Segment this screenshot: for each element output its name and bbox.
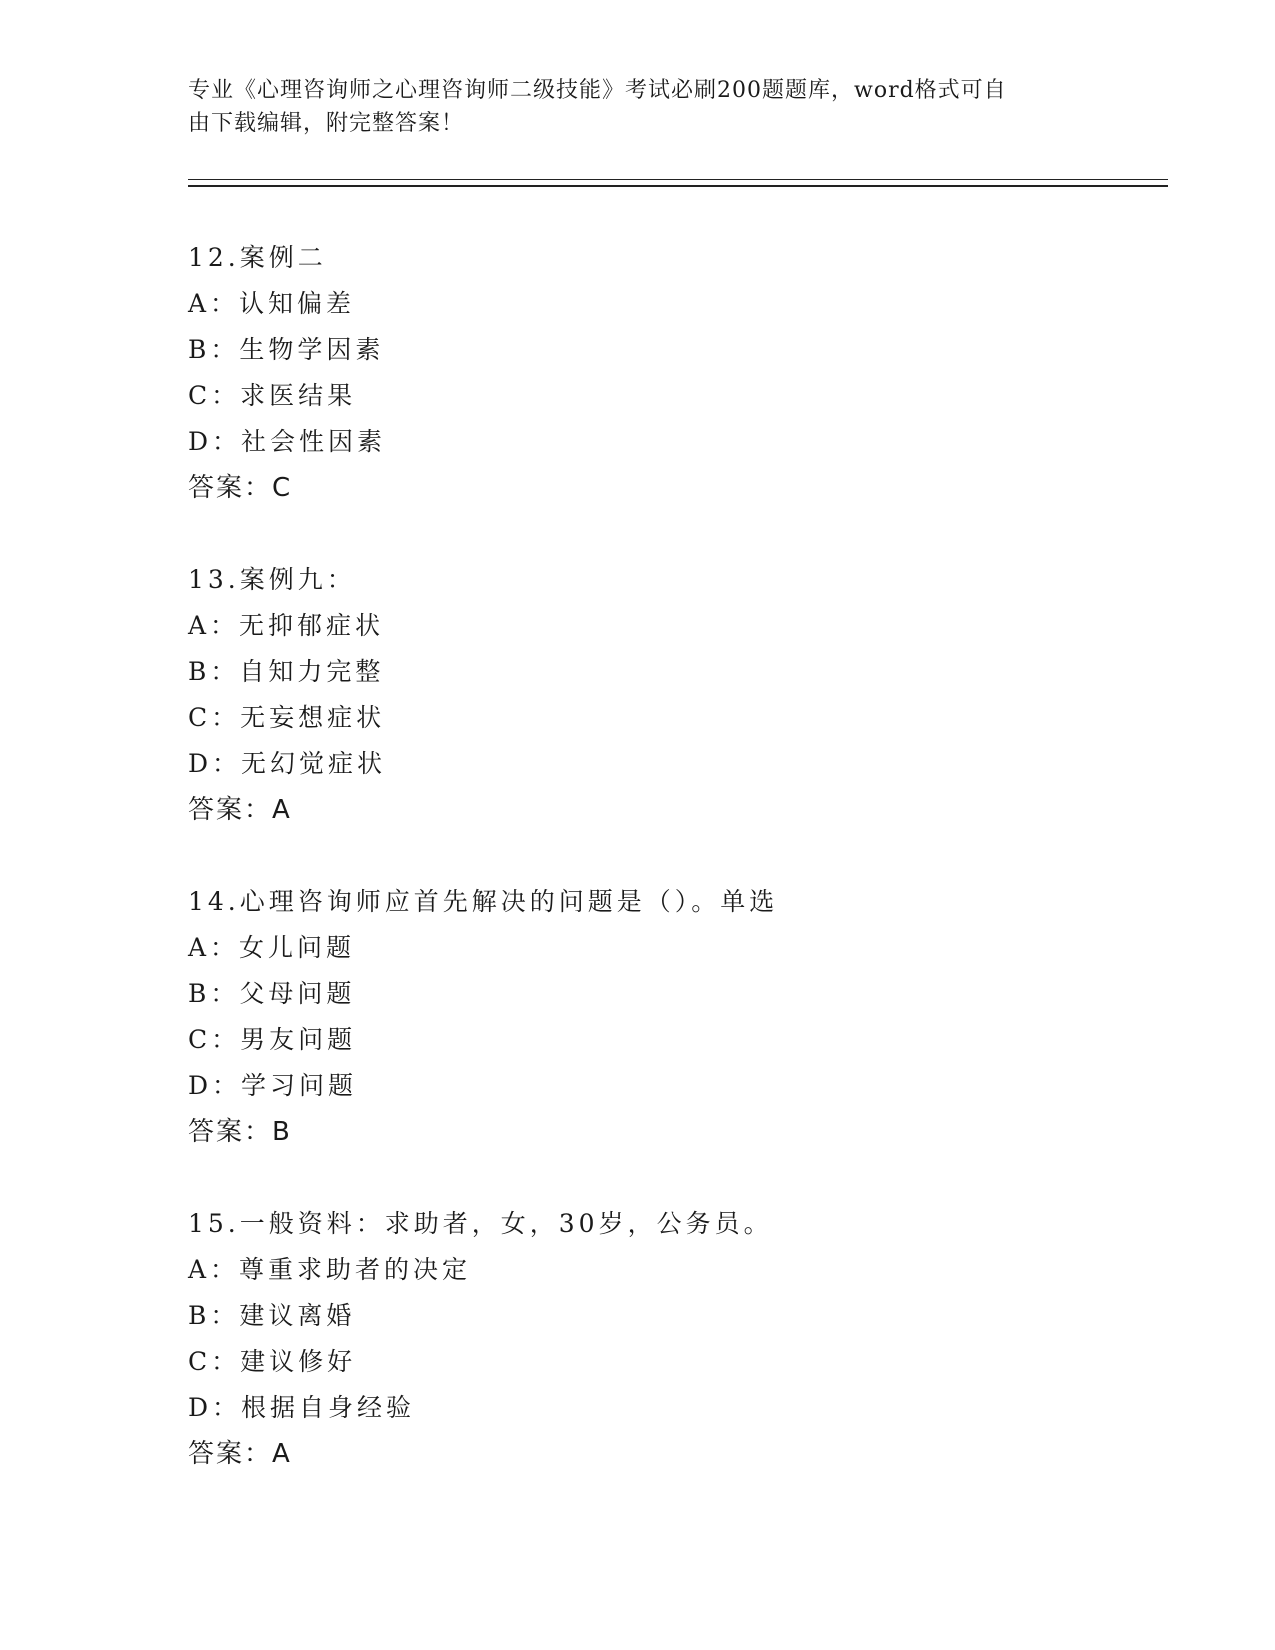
option-d: D：社会性因素 xyxy=(188,427,387,456)
question-14 xyxy=(188,879,1138,1155)
option-c: C：男友问题 xyxy=(188,1025,357,1054)
answer: 答案：C xyxy=(188,473,293,503)
option-b: B：自知力完整 xyxy=(188,657,385,686)
option-b: B：建议离婚 xyxy=(188,1301,356,1330)
option-a: A：无抑郁症状 xyxy=(188,611,385,640)
option-b: B：生物学因素 xyxy=(188,335,385,364)
question-stem: 12.案例二 xyxy=(188,243,327,272)
answer: 答案：A xyxy=(188,1439,292,1469)
question-stem: 14.心理咨询师应首先解决的问题是（）。单选 xyxy=(188,887,779,916)
option-a: A：认知偏差 xyxy=(188,289,356,318)
header-line-1: 专业《心理咨询师之心理咨询师二级技能》考试必刷200题题库，word格式可自 xyxy=(188,78,1007,103)
option-b: B：父母问题 xyxy=(188,979,356,1008)
answer: 答案：B xyxy=(188,1117,292,1147)
question-15 xyxy=(188,1201,1138,1477)
option-d: D：学习问题 xyxy=(188,1071,358,1100)
answer: 答案：A xyxy=(188,795,292,825)
question-stem: 13.案例九： xyxy=(188,565,356,594)
header-divider-thin xyxy=(188,179,1168,180)
option-c: C：建议修好 xyxy=(188,1347,357,1376)
document-header xyxy=(188,74,1088,140)
header-line-2: 由下载编辑，附完整答案！ xyxy=(188,111,465,136)
header-divider-thick xyxy=(188,185,1168,187)
option-a: A：女儿问题 xyxy=(188,933,356,962)
option-d: D：根据自身经验 xyxy=(188,1393,416,1422)
question-stem: 15.一般资料：求助者，女，30岁，公务员。 xyxy=(188,1209,773,1238)
option-a: A：尊重求助者的决定 xyxy=(188,1255,472,1284)
question-12 xyxy=(188,235,1138,511)
option-d: D：无幻觉症状 xyxy=(188,749,387,778)
question-13 xyxy=(188,557,1138,833)
option-c: C：求医结果 xyxy=(188,381,357,410)
option-c: C：无妄想症状 xyxy=(188,703,386,732)
